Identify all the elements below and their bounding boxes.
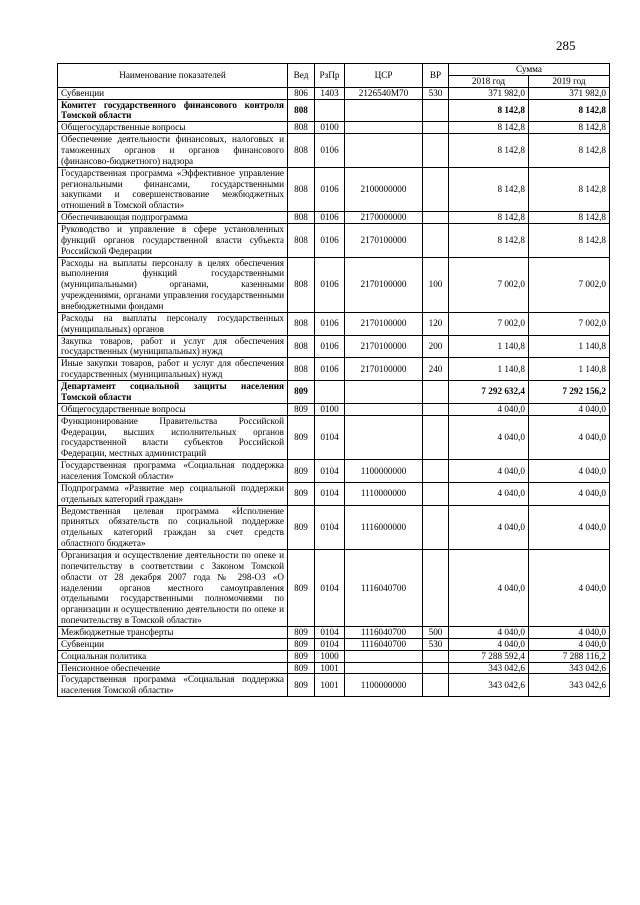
cell-ved: 809 [288, 638, 315, 650]
cell-ved: 809 [288, 549, 315, 626]
cell-ved: 808 [288, 134, 315, 168]
cell-sum-2018: 7 288 592,4 [449, 650, 529, 662]
cell-csr: 1100000000 [345, 460, 423, 483]
cell-vr: 200 [423, 335, 449, 358]
cell-csr: 1116040700 [345, 638, 423, 650]
cell-vr [423, 662, 449, 674]
cell-sum-2019: 7 292 156,2 [529, 381, 610, 404]
table-row [58, 626, 610, 638]
cell-vr: 500 [423, 626, 449, 638]
cell-sum-2019: 8 142,8 [529, 99, 610, 122]
cell-sum-2019: 4 040,0 [529, 460, 610, 483]
table-row [58, 460, 610, 483]
cell-csr [345, 662, 423, 674]
cell-csr: 2170100000 [345, 224, 423, 258]
cell-name: Пенсионное обеспечение [58, 662, 288, 674]
cell-sum-2019: 343 042,6 [529, 674, 610, 697]
cell-sum-2018: 343 042,6 [449, 662, 529, 674]
cell-rzpr: 0104 [315, 460, 345, 483]
header-rzpr: РзПр [315, 64, 345, 88]
cell-name: Межбюджетные трансферты [58, 626, 288, 638]
cell-rzpr: 0104 [315, 626, 345, 638]
cell-rzpr: 0106 [315, 358, 345, 381]
cell-ved: 808 [288, 224, 315, 258]
cell-rzpr [315, 381, 345, 404]
cell-sum-2018: 1 140,8 [449, 335, 529, 358]
cell-csr: 2170100000 [345, 358, 423, 381]
cell-name: Подпрограмма «Развитие мер социальной поддержки отдельных категорий граждан» [58, 482, 288, 505]
cell-sum-2018: 4 040,0 [449, 403, 529, 415]
header-year-2018: 2018 год [449, 75, 529, 87]
cell-name: Субвенции [58, 87, 288, 99]
cell-ved: 809 [288, 626, 315, 638]
table-row-department [58, 99, 610, 122]
table-row [58, 312, 610, 335]
cell-name: Государственная программа «Социальная поддержка населения Томской области» [58, 674, 288, 697]
table-row [58, 662, 610, 674]
cell-sum-2018: 4 040,0 [449, 482, 529, 505]
cell-name: Расходы на выплаты персоналу государственных (муниципальных) органов [58, 312, 288, 335]
cell-csr: 2170100000 [345, 312, 423, 335]
cell-vr: 240 [423, 358, 449, 381]
cell-name: Государственная программа «Эффективное управление региональными финансами, государственными закупками и совершенствование межбюджетных отношений в Томской области» [58, 167, 288, 211]
cell-name: Комитет государственного финансового контроля Томской области [58, 99, 288, 122]
cell-sum-2018: 8 142,8 [449, 134, 529, 168]
cell-name: Иные закупки товаров, работ и услуг для обеспечения государственных (муниципальных) нужд [58, 358, 288, 381]
cell-sum-2018: 4 040,0 [449, 638, 529, 650]
cell-ved: 808 [288, 358, 315, 381]
cell-ved: 808 [288, 257, 315, 312]
table-row [58, 358, 610, 381]
cell-csr [345, 134, 423, 168]
cell-sum-2018: 4 040,0 [449, 549, 529, 626]
table-row [58, 167, 610, 211]
cell-sum-2019: 1 140,8 [529, 358, 610, 381]
cell-vr [423, 122, 449, 134]
cell-name: Организация и осуществление деятельности по опеке и попечительству в соответствии с Законом Томской области от 28 декабря 2007 года № 298-ОЗ «О наделении органов местного самоуправления отдельными государственными полномочиями по организации и осуществлению деятельности по опеке и попечительству в Томской области» [58, 549, 288, 626]
cell-name: Обеспечивающая подпрограмма [58, 212, 288, 224]
cell-sum-2019: 7 002,0 [529, 257, 610, 312]
cell-ved: 808 [288, 167, 315, 211]
cell-sum-2019: 343 042,6 [529, 662, 610, 674]
cell-name: Руководство и управление в сфере установленных функций органов государственной власти субъекта Российской Федерации [58, 224, 288, 258]
cell-csr [345, 415, 423, 459]
table-row [58, 224, 610, 258]
cell-rzpr: 0106 [315, 312, 345, 335]
cell-vr [423, 212, 449, 224]
page-number: 285 [556, 38, 576, 53]
cell-sum-2019: 1 140,8 [529, 335, 610, 358]
cell-rzpr: 0104 [315, 638, 345, 650]
cell-sum-2018: 4 040,0 [449, 505, 529, 549]
cell-sum-2019: 7 002,0 [529, 312, 610, 335]
cell-sum-2018: 4 040,0 [449, 415, 529, 459]
cell-name: Ведомственная целевая программа «Исполнение принятых обязательств по социальной поддержке отдельных категорий граждан за счет средств областного бюджета» [58, 505, 288, 549]
cell-sum-2019: 4 040,0 [529, 549, 610, 626]
cell-name: Общегосударственные вопросы [58, 122, 288, 134]
cell-ved: 809 [288, 415, 315, 459]
cell-vr [423, 381, 449, 404]
cell-vr [423, 505, 449, 549]
cell-csr: 2170100000 [345, 257, 423, 312]
cell-vr [423, 549, 449, 626]
cell-csr [345, 122, 423, 134]
cell-sum-2019: 4 040,0 [529, 415, 610, 459]
cell-name: Функционирование Правительства Российской Федерации, высших исполнительных органов государственной власти субъектов Российской Федерации, местных администраций [58, 415, 288, 459]
cell-ved: 808 [288, 212, 315, 224]
table-row [58, 415, 610, 459]
cell-vr [423, 415, 449, 459]
cell-ved: 809 [288, 482, 315, 505]
cell-rzpr: 1001 [315, 674, 345, 697]
table-row-department [58, 381, 610, 404]
header-vr: ВР [423, 64, 449, 88]
cell-csr [345, 650, 423, 662]
table-row [58, 87, 610, 99]
cell-sum-2019: 8 142,8 [529, 134, 610, 168]
cell-ved: 809 [288, 650, 315, 662]
cell-vr: 120 [423, 312, 449, 335]
cell-csr: 1110000000 [345, 482, 423, 505]
cell-sum-2018: 8 142,8 [449, 122, 529, 134]
cell-ved: 808 [288, 335, 315, 358]
cell-sum-2019: 4 040,0 [529, 482, 610, 505]
cell-ved: 809 [288, 381, 315, 404]
cell-vr: 530 [423, 638, 449, 650]
cell-rzpr: 1000 [315, 650, 345, 662]
cell-rzpr: 0106 [315, 335, 345, 358]
table-row [58, 549, 610, 626]
cell-sum-2019: 4 040,0 [529, 403, 610, 415]
cell-rzpr [315, 99, 345, 122]
cell-vr [423, 482, 449, 505]
cell-sum-2019: 371 982,0 [529, 87, 610, 99]
cell-sum-2019: 8 142,8 [529, 122, 610, 134]
cell-sum-2019: 7 288 116,2 [529, 650, 610, 662]
cell-rzpr: 0100 [315, 403, 345, 415]
table-row [58, 134, 610, 168]
cell-sum-2019: 8 142,8 [529, 224, 610, 258]
cell-name: Субвенции [58, 638, 288, 650]
cell-rzpr: 0104 [315, 549, 345, 626]
cell-sum-2018: 343 042,6 [449, 674, 529, 697]
cell-rzpr: 1001 [315, 662, 345, 674]
cell-sum-2019: 8 142,8 [529, 167, 610, 211]
cell-csr: 1116040700 [345, 626, 423, 638]
cell-sum-2018: 7 002,0 [449, 257, 529, 312]
table-row [58, 403, 610, 415]
cell-name: Социальная политика [58, 650, 288, 662]
cell-rzpr: 0100 [315, 122, 345, 134]
header-csr: ЦСР [345, 64, 423, 88]
cell-sum-2018: 8 142,8 [449, 167, 529, 211]
table-row [58, 122, 610, 134]
cell-csr: 2126540M70 [345, 87, 423, 99]
cell-vr [423, 403, 449, 415]
cell-name: Государственная программа «Социальная поддержка населения Томской области» [58, 460, 288, 483]
cell-ved: 808 [288, 99, 315, 122]
cell-ved: 809 [288, 505, 315, 549]
cell-name: Обеспечение деятельности финансовых, налоговых и таможенных органов и органов финансового (финансово-бюджетного) надзора [58, 134, 288, 168]
cell-ved: 809 [288, 662, 315, 674]
cell-name: Закупка товаров, работ и услуг для обеспечения государственных (муниципальных) нужд [58, 335, 288, 358]
cell-rzpr: 0106 [315, 167, 345, 211]
cell-vr [423, 460, 449, 483]
header-year-2019: 2019 год [529, 75, 610, 87]
cell-rzpr: 1403 [315, 87, 345, 99]
cell-csr: 2170100000 [345, 335, 423, 358]
cell-sum-2018: 8 142,8 [449, 212, 529, 224]
cell-sum-2019: 4 040,0 [529, 638, 610, 650]
cell-csr: 2100000000 [345, 167, 423, 211]
cell-name: Расходы на выплаты персоналу в целях обеспечения выполнения функций государственными (муниципальными) органами, казенными учреждениями, органами управления государственными внебюджетными фондами [58, 257, 288, 312]
cell-csr [345, 99, 423, 122]
table-body [58, 87, 610, 696]
cell-csr: 1116000000 [345, 505, 423, 549]
cell-sum-2019: 8 142,8 [529, 212, 610, 224]
header-ved: Вед [288, 64, 315, 88]
table-row [58, 482, 610, 505]
cell-ved: 806 [288, 87, 315, 99]
table-row [58, 674, 610, 697]
cell-ved: 809 [288, 674, 315, 697]
cell-sum-2018: 7 292 632,4 [449, 381, 529, 404]
cell-vr [423, 674, 449, 697]
cell-rzpr: 0106 [315, 134, 345, 168]
cell-rzpr: 0106 [315, 257, 345, 312]
cell-sum-2018: 4 040,0 [449, 626, 529, 638]
cell-rzpr: 0106 [315, 212, 345, 224]
cell-sum-2019: 4 040,0 [529, 626, 610, 638]
cell-sum-2019: 4 040,0 [529, 505, 610, 549]
table-row [58, 650, 610, 662]
cell-csr: 1116040700 [345, 549, 423, 626]
cell-rzpr: 0104 [315, 482, 345, 505]
cell-csr [345, 403, 423, 415]
cell-vr [423, 134, 449, 168]
cell-vr: 100 [423, 257, 449, 312]
cell-name: Общегосударственные вопросы [58, 403, 288, 415]
header-name: Наименование показателей [58, 64, 288, 88]
cell-vr [423, 167, 449, 211]
cell-sum-2018: 8 142,8 [449, 224, 529, 258]
header-sum: Сумма [449, 64, 610, 76]
cell-ved: 809 [288, 403, 315, 415]
cell-csr: 1100000000 [345, 674, 423, 697]
cell-csr: 2170000000 [345, 212, 423, 224]
cell-vr [423, 99, 449, 122]
cell-vr [423, 650, 449, 662]
table-row [58, 257, 610, 312]
cell-sum-2018: 371 982,0 [449, 87, 529, 99]
table-row [58, 212, 610, 224]
table-row [58, 638, 610, 650]
cell-name: Департамент социальной защиты населения Томской области [58, 381, 288, 404]
cell-vr [423, 224, 449, 258]
cell-sum-2018: 1 140,8 [449, 358, 529, 381]
cell-ved: 809 [288, 460, 315, 483]
cell-vr: 530 [423, 87, 449, 99]
table-row [58, 335, 610, 358]
cell-rzpr: 0104 [315, 415, 345, 459]
cell-ved: 808 [288, 122, 315, 134]
cell-sum-2018: 7 002,0 [449, 312, 529, 335]
cell-csr [345, 381, 423, 404]
cell-rzpr: 0104 [315, 505, 345, 549]
budget-table [57, 63, 610, 697]
cell-sum-2018: 8 142,8 [449, 99, 529, 122]
table-row [58, 505, 610, 549]
cell-ved: 808 [288, 312, 315, 335]
cell-sum-2018: 4 040,0 [449, 460, 529, 483]
cell-rzpr: 0106 [315, 224, 345, 258]
